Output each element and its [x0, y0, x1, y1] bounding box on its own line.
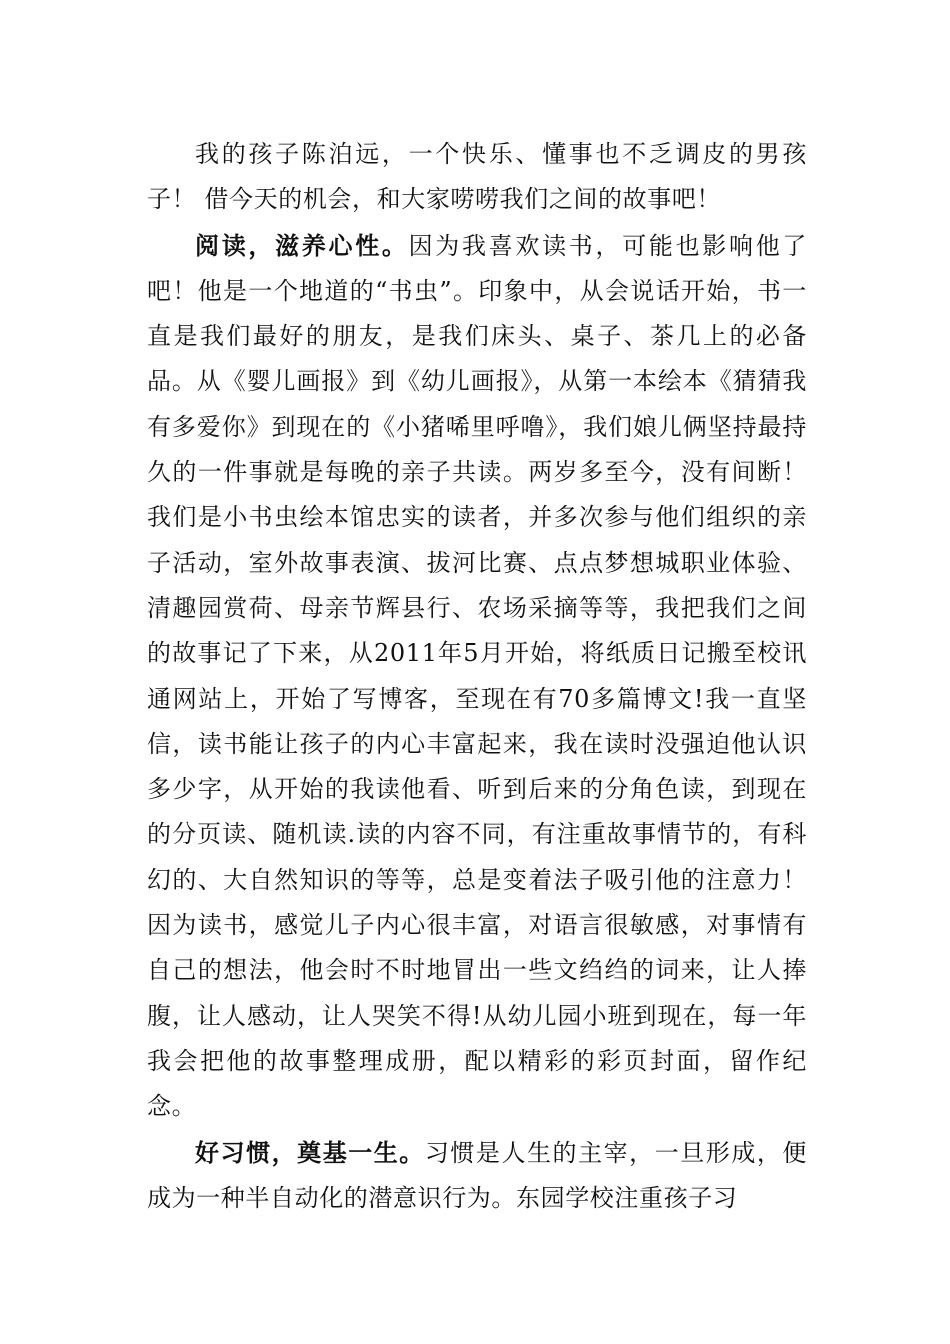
paragraph-heading: 好习惯，奠基一生。: [195, 1137, 425, 1167]
document-body: [147, 131, 807, 1221]
paragraph-text: 我的孩子陈泊远，一个快乐、懂事也不乏调皮的男孩子！ 借今天的机会，和大家唠唠我们之间的故事吧！: [147, 140, 807, 214]
paragraph-habits: [147, 1130, 807, 1222]
paragraph-text: 因为我喜欢读书，可能也影响他了吧！他是一个地道的“书虫”。印象中，从会说话开始，书一直是我们最好的朋友，是我们床头、桌子、茶几上的必备品。从《婴儿画报》到《幼儿画报》，从第一本绘本《猜猜我有多爱你》到现在的《小猪唏里呼噜》，我们娘儿俩坚持最持久的一件事就是每晚的亲子共读。两岁多至今，没有间断！我们是小书虫绘本馆忠实的读者，并多次参与他们组织的亲子活动，室外故事表演、拔河比赛、点点梦想城职业体验、清趣园赏荷、母亲节辉县行、农场采摘等等，我把我们之间的故事记了下来，从2011年5月开始，将纸质日记搬至校讯通网站上，开始了写博客，至现在有70多篇博文!我一直坚信，读书能让孩子的内心丰富起来，我在读时没强迫他认识多少字，从开始的我读他看、听到后来的分角色读，到现在的分页读、随机读.读的内容不同，有注重故事情节的，有科幻的、大自然知识的等等，总是变着法子吸引他的注意力！因为读书，感觉儿子内心很丰富，对语言很敏感，对事情有自己的想法，他会时不时地冒出一些文绉绉的词来，让人捧腹，让人感动，让人哭笑不得!从幼儿园小班到现在，每一年我会把他的故事整理成册，配以精彩的彩页封面，留作纪念。: [147, 231, 808, 1121]
paragraph-text: 习惯是人生的主宰，一旦形成，便成为一种半自动化的潜意识行为。东园学校注重孩子习: [147, 1138, 808, 1212]
paragraph-heading: 阅读，滋养心性。: [195, 230, 409, 260]
paragraph-reading: [147, 223, 807, 1130]
paragraph-intro: [147, 131, 807, 223]
